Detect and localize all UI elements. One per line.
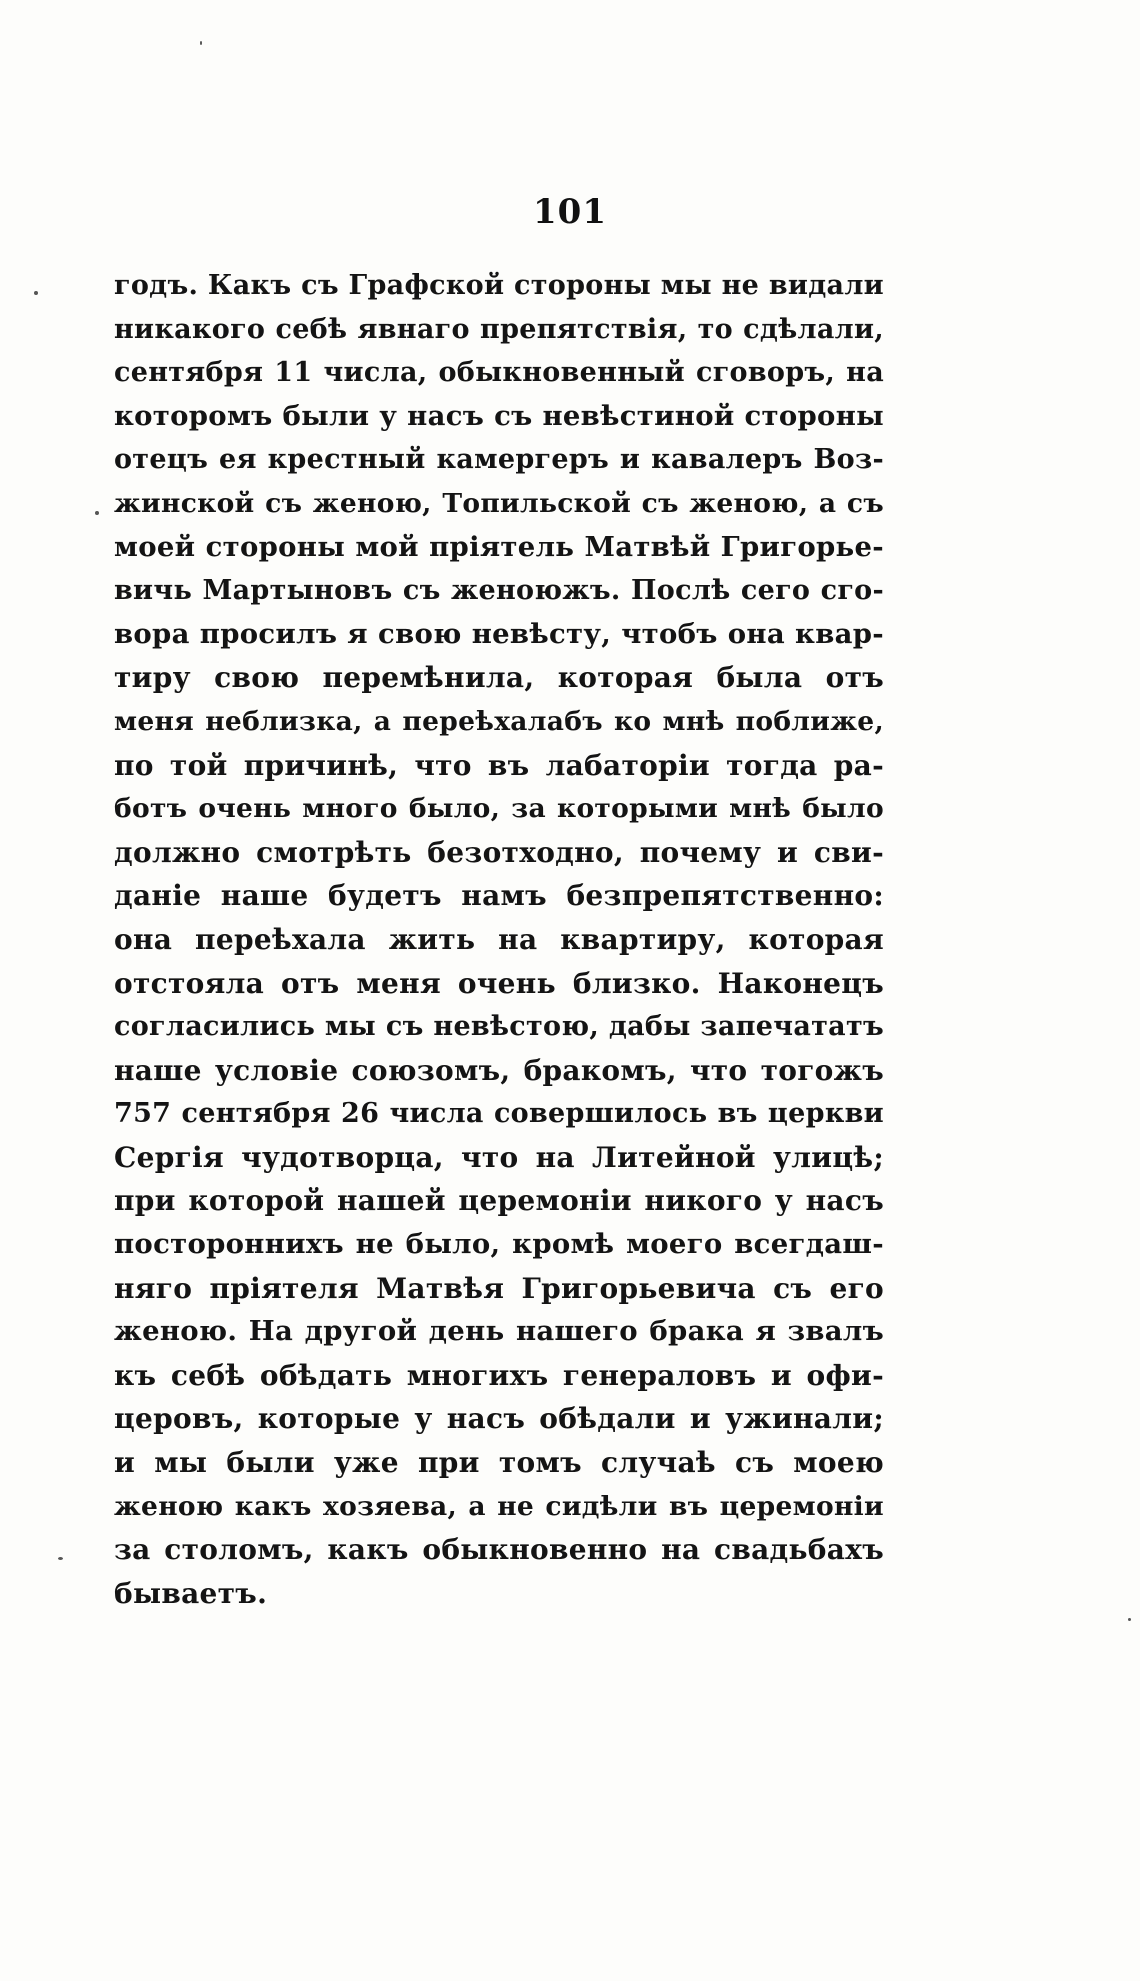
text-line: моей стороны мой пріятель Матвѣй Григорье- [114, 530, 884, 563]
text-line: жинской съ женою, Топильской съ женою, а съ [114, 487, 884, 519]
text-line: меня неблизка, а переѣхалабъ ко мнѣ поближе, [114, 705, 884, 737]
text-line: согласились мы съ невѣстою, дабы запечататъ [114, 1011, 884, 1043]
text-line: вичь Мартыновъ съ женоюжъ. Послѣ сего сго- [114, 575, 884, 607]
scan-speck [1128, 1618, 1131, 1621]
text-line: Сергія чудотворца, что на Литейной улицѣ; [114, 1140, 884, 1174]
text-line: отстояла отъ меня очень близко. Наконецъ [114, 966, 884, 1000]
text-line: церовъ, которые у насъ обѣдали и ужинали; [114, 1402, 884, 1436]
scan-speck [58, 1557, 63, 1560]
text-line: къ себѣ обѣдать многихъ генераловъ и офи- [114, 1358, 884, 1392]
text-line: женою какъ хозяева, а не сидѣли въ церемоніи [114, 1490, 884, 1522]
text-line: няго пріятеля Матвѣя Григорьевича съ его [114, 1271, 884, 1305]
text-line: 757 сентября 26 числа совершилось въ церкви [114, 1098, 884, 1130]
text-line: тиру свою перемѣнила, которая была отъ [114, 661, 884, 695]
text-line: даніе наше будетъ намъ безпрепятственно: [114, 879, 884, 913]
text-line: наше условіе союзомъ, бракомъ, что тогожъ [114, 1053, 884, 1087]
text-line: при которой нашей церемоніи никого у насъ [114, 1184, 884, 1218]
text-line: за столомъ, какъ обыкновенно на свадьбахъ [114, 1533, 884, 1567]
text-line: постороннихъ не было, кромѣ моего всегдаш- [114, 1228, 884, 1261]
body-text [114, 264, 884, 1615]
text-line: по той причинѣ, что въ лабаторіи тогда ра- [114, 748, 884, 782]
text-line: женою. На другой день нашего брака я звалъ [114, 1315, 884, 1348]
page-number: 101 [533, 192, 607, 232]
text-line: отецъ ея крестный камергеръ и кавалеръ Воз- [114, 444, 884, 476]
scan-speck [95, 511, 99, 515]
text-line: годъ. Какъ съ Графской стороны мы не видали [114, 270, 884, 301]
text-line: должно смотрѣть безотходно, почему и сви- [114, 835, 884, 869]
text-line: никакого себѣ явнаго препятствія, то сдѣлали, [114, 313, 884, 345]
text-line: ботъ очень много было, за которыми мнѣ было [114, 793, 884, 825]
scan-speck [34, 291, 38, 295]
text-line: и мы были уже при томъ случаѣ съ моею [114, 1446, 884, 1480]
text-line-last: бываетъ. [114, 1576, 268, 1610]
text-line: вора просилъ я свою невѣсту, чтобъ она квар- [114, 617, 884, 650]
text-line: которомъ были у насъ съ невѣстиной стороны [114, 399, 884, 432]
text-line: она переѣхала жить на квартиру, которая [114, 922, 884, 956]
scan-speck [200, 41, 202, 45]
text-line: сентября 11 числа, обыкновенный сговоръ, на [114, 357, 884, 389]
